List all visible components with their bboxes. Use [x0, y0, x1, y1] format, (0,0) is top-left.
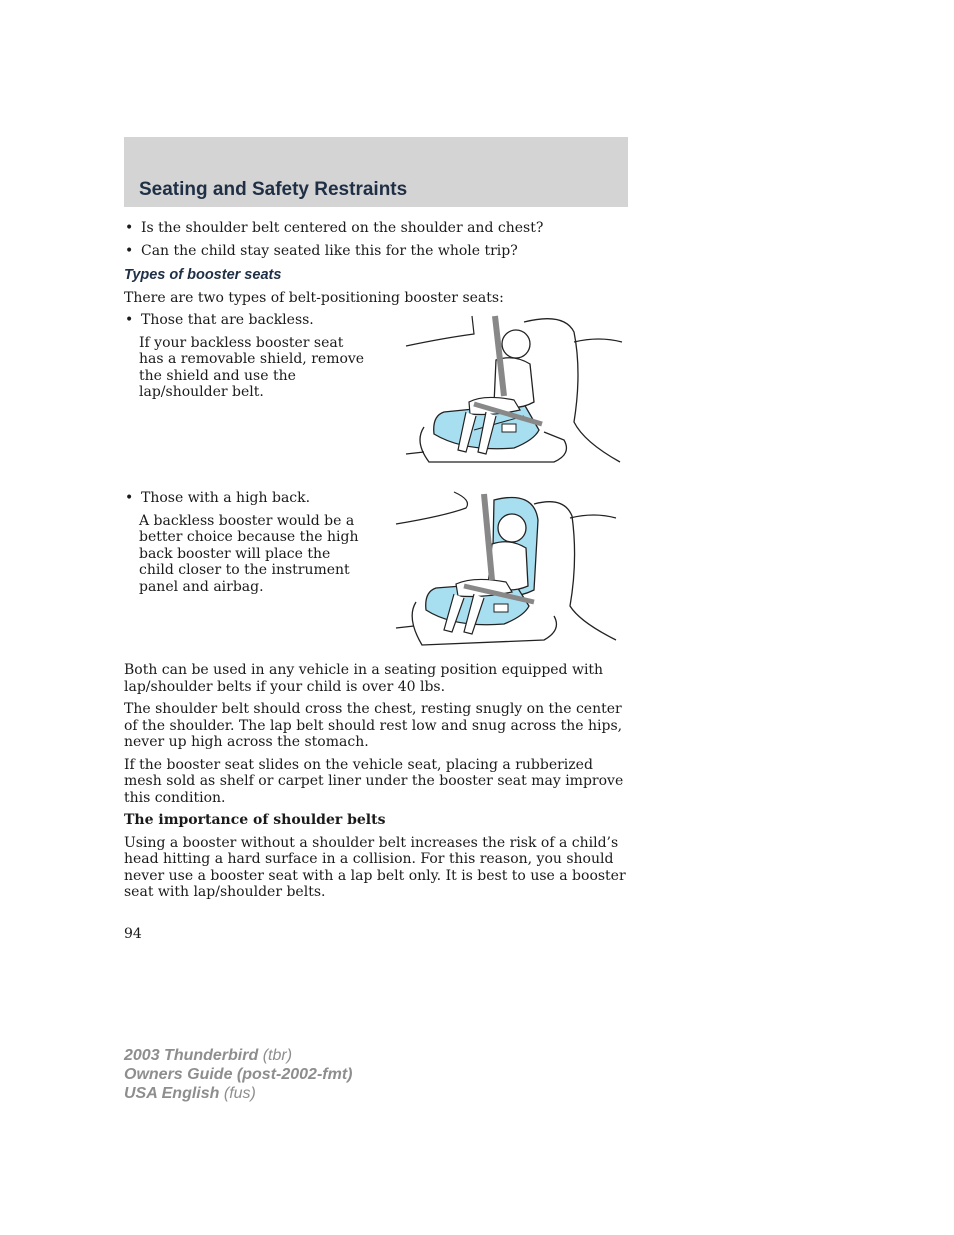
footer-model: 2003 Thunderbird	[124, 1047, 259, 1064]
footer-guide: Owners Guide (post-2002-fmt)	[124, 1066, 353, 1083]
usage-paragraph: Both can be used in any vehicle in a seating position equipped with lap/shoulder belts if your child is over 40 lbs.	[124, 662, 604, 695]
types-heading: Types of booster seats	[124, 267, 282, 283]
intro-bullet: • Is the shoulder belt centered on the shoulder and chest?	[124, 220, 628, 237]
types-lead: There are two types of belt-positioning booster seats:	[124, 289, 504, 306]
footer-language: USA English	[124, 1085, 220, 1102]
highback-bullet: • Those with a high back.	[124, 490, 369, 507]
highback-row	[124, 490, 628, 662]
belt-fit-paragraph: The shoulder belt should cross the chest, resting snugly on the center of the shoulder. The lap belt should rest low and snug across the hips, never up high across the stomach.	[124, 701, 623, 750]
backless-bullet: • Those that are backless.	[124, 312, 369, 329]
backless-booster-illustration	[404, 312, 626, 467]
highback-booster-illustration	[394, 490, 620, 655]
backless-row	[124, 312, 628, 490]
section-header-band	[124, 137, 628, 207]
highback-text: A backless booster would be a better choice because the high back booster will place the child closer to the instrument panel and airbag.	[139, 512, 359, 595]
shoulder-belts-heading: The importance of shoulder belts	[124, 812, 386, 828]
backless-text: If your backless booster seat has a removable shield, remove the shield and use the lap/shoulder belt.	[139, 334, 365, 400]
document-footer	[124, 1046, 352, 1103]
footer-model-code: (tbr)	[258, 1047, 293, 1064]
footer-language-code: (fus)	[219, 1085, 256, 1102]
sliding-paragraph: If the booster seat slides on the vehicle seat, placing a rubberized mesh sold as shelf or carpet liner under the booster seat may improve this condition.	[124, 756, 624, 806]
shoulder-belts-text: Using a booster without a shoulder belt increases the risk of a child’s head hitting a hard surface in a collision. For this reason, you should never use a booster seat with a lap belt only. It is best to use a booster seat with lap/shoulder belts.	[124, 834, 626, 900]
intro-bullet: • Can the child stay seated like this for the whole trip?	[124, 243, 628, 260]
section-title: Seating and Safety Restraints	[139, 179, 408, 200]
page-number: 94	[124, 926, 142, 942]
page-content	[124, 220, 628, 907]
